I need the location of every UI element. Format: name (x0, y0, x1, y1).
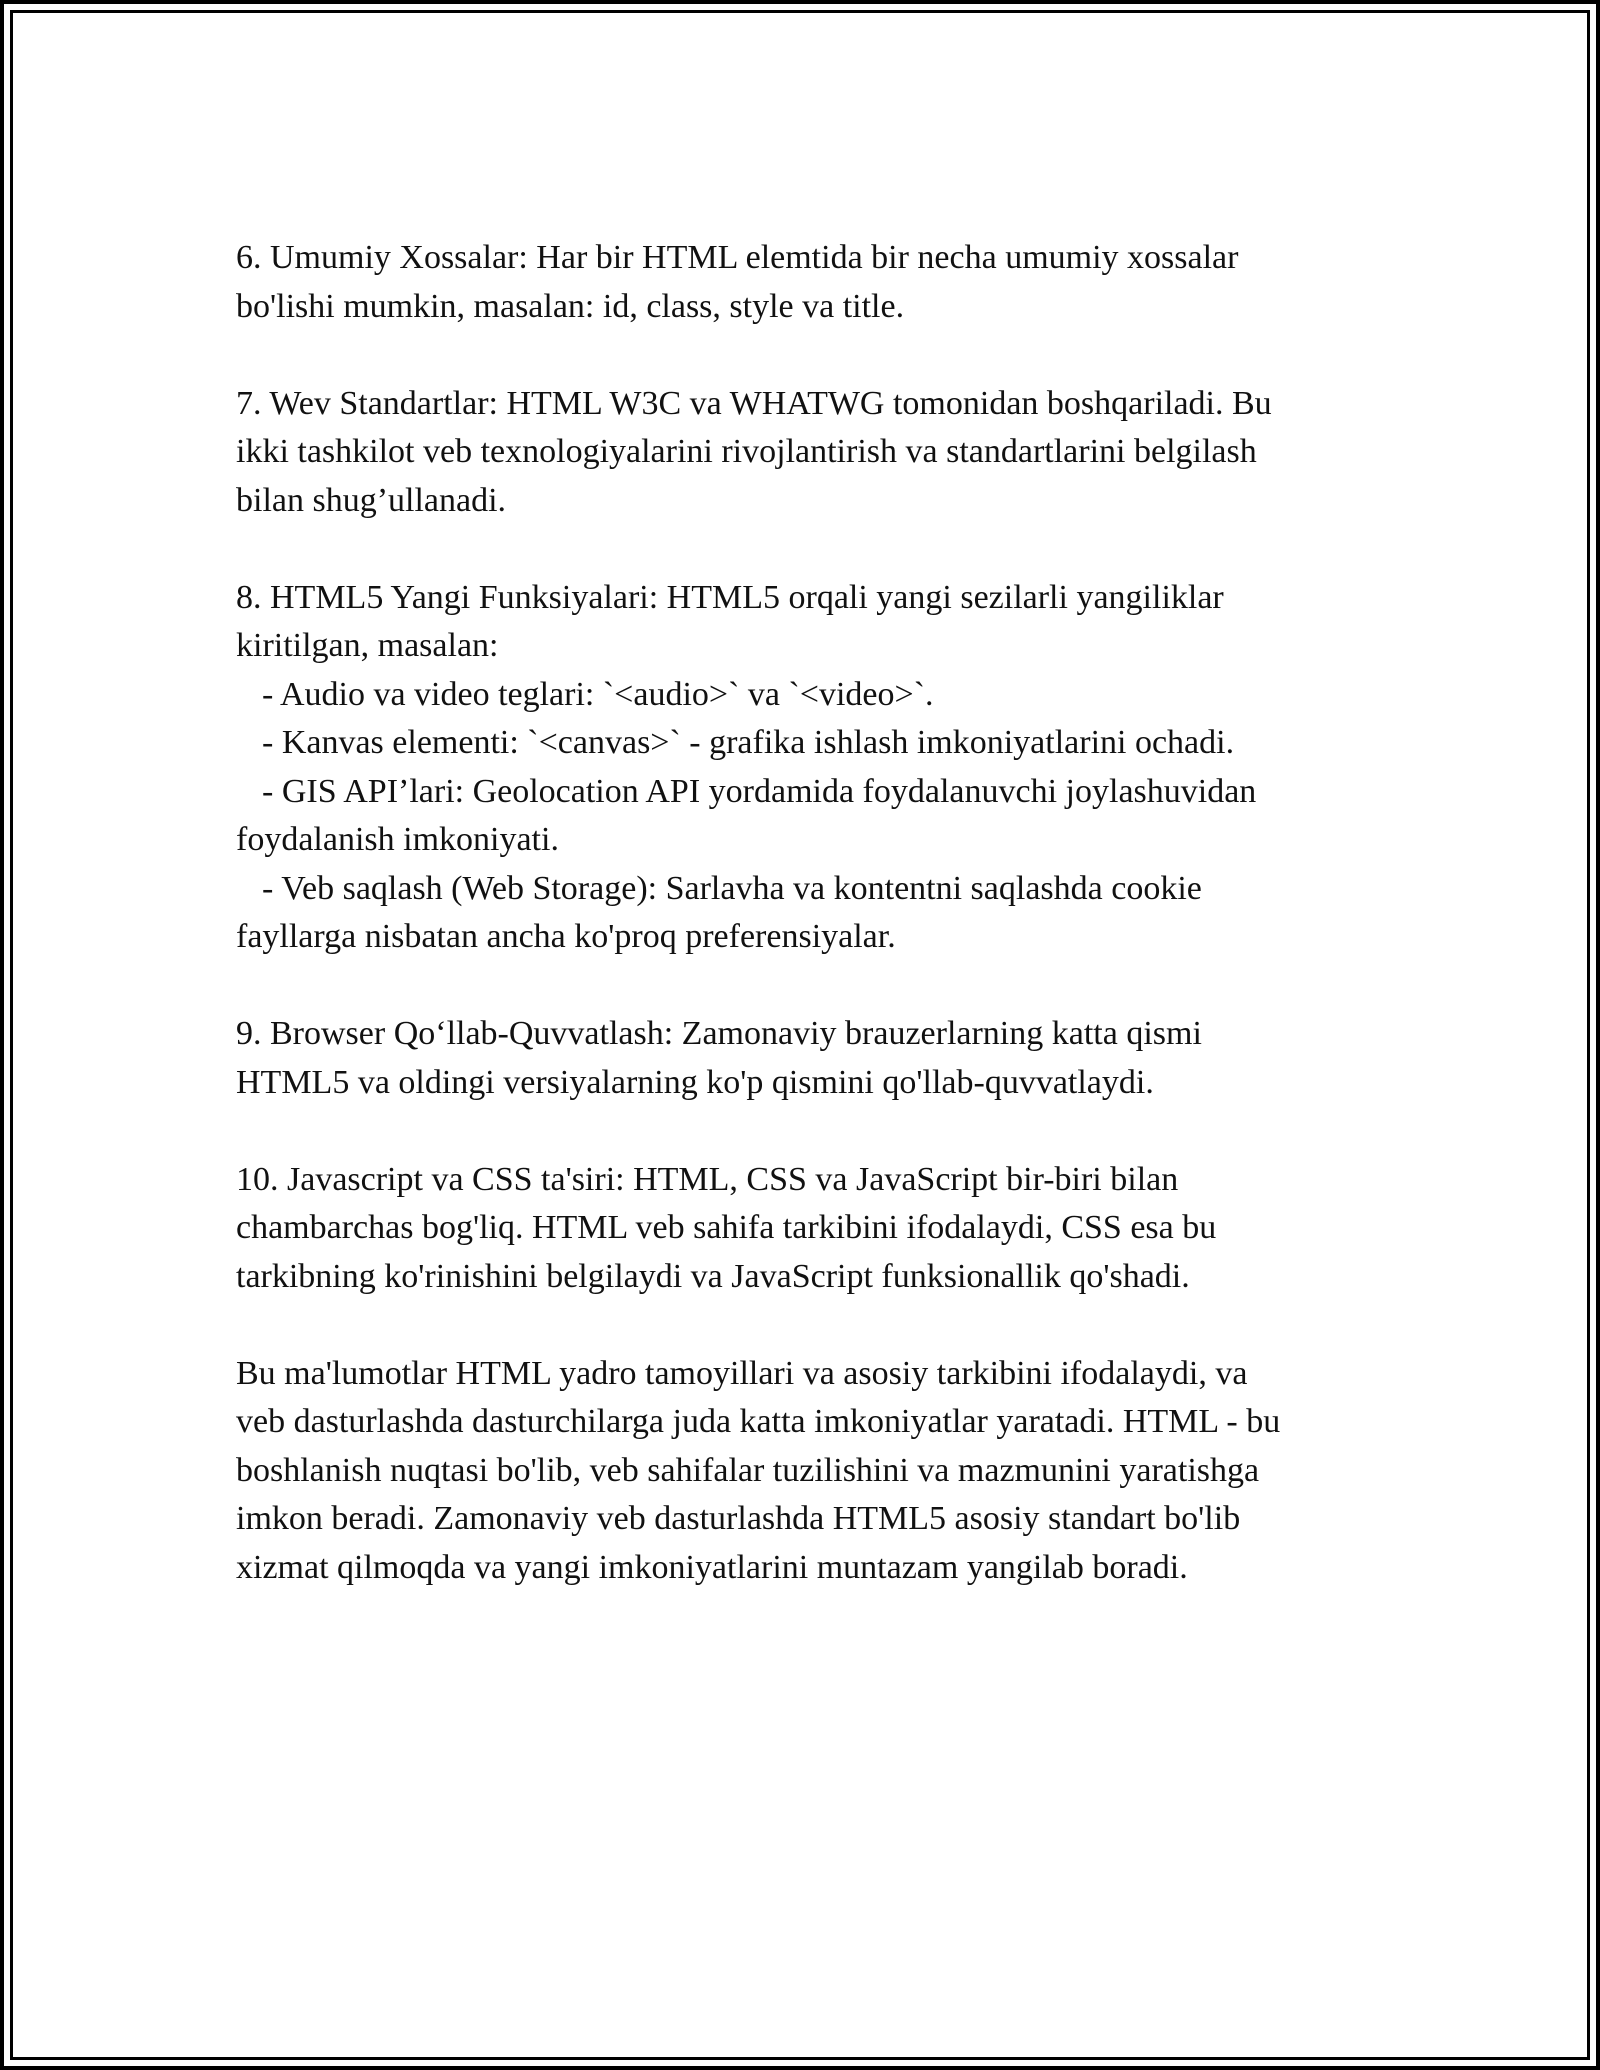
text-line: 8. HTML5 Yangi Funksiyalari: HTML5 orqali yangi sezilarli yangiliklar (236, 578, 1224, 616)
list-item-audio-video: - Audio va video teglari: `<audio>` va `<video>`. (262, 675, 934, 713)
text-line: tarkibning ko'rinishini belgilaydi va JavaScript funksionallik qo'shadi. (236, 1257, 1190, 1295)
document-body (236, 234, 1396, 1592)
text-line: ikki tashkilot veb texnologiyalarini rivojlantirish va standartlarini belgilash (236, 433, 1257, 470)
text-line: 10. Javascript va CSS ta'siri: HTML, CSS va JavaScript bir-biri bilan (236, 1160, 1179, 1198)
text-line: bilan shug’ullanadi. (236, 481, 507, 519)
text-line: boshlanish nuqtasi bo'lib, veb sahifalar tuzilishini va mazmunini yaratishga (236, 1451, 1260, 1489)
text-line: 6. Umumiy Xossalar: Har bir HTML elemtida bir necha umumiy xossalar (236, 239, 1239, 276)
paragraph-html5-features (236, 574, 1396, 962)
paragraph-summary (236, 1350, 1396, 1593)
text-line: bo'lishi mumkin, masalan: id, class, style va title. (236, 287, 905, 325)
paragraph-common-attributes (236, 234, 1396, 331)
text-line: fayllarga nisbatan ancha ko'proq preferensiyalar. (236, 918, 896, 955)
paragraph-browser-support (236, 1010, 1396, 1107)
text-line: 9. Browser Qo‘llab-Quvvatlash: Zamonaviy brauzerlarning katta qismi (236, 1015, 1202, 1052)
list-item-canvas: - Kanvas elementi: `<canvas>` - grafika ishlash imkoniyatlarini ochadi. (262, 724, 1235, 761)
text-line: HTML5 va oldingi versiyalarning ko'p qismini qo'llab-quvvatlaydi. (236, 1063, 1154, 1101)
paragraph-js-css (236, 1156, 1396, 1302)
text-line: foydalanish imkoniyati. (236, 821, 559, 858)
text-line: kiritilgan, masalan: (236, 627, 499, 664)
text-line: xizmat qilmoqda va yangi imkoniyatlarini muntazam yangilab boradi. (236, 1548, 1188, 1586)
text-line: 7. Wev Standartlar: HTML W3C va WHATWG tomonidan boshqariladi. Bu (236, 384, 1272, 422)
list-item-web-storage: - Veb saqlash (Web Storage): Sarlavha va kontentni saqlashda cookie (262, 869, 1202, 907)
text-line: Bu ma'lumotlar HTML yadro tamoyillari va asosiy tarkibini ifodalaydi, va (236, 1354, 1248, 1392)
list-item-gis-api: - GIS API’lari: Geolocation API yordamida foydalanuvchi joylashuvidan (262, 772, 1257, 810)
paragraph-web-standards (236, 380, 1396, 526)
text-line: imkon beradi. Zamonaviy veb dasturlashda HTML5 asosiy standart bo'lib (236, 1500, 1241, 1537)
text-line: chambarchas bog'liq. HTML veb sahifa tarkibini ifodalaydi, CSS esa bu (236, 1209, 1217, 1246)
text-line: veb dasturlashda dasturchilarga juda katta imkoniyatlar yaratadi. HTML - bu (236, 1403, 1281, 1440)
